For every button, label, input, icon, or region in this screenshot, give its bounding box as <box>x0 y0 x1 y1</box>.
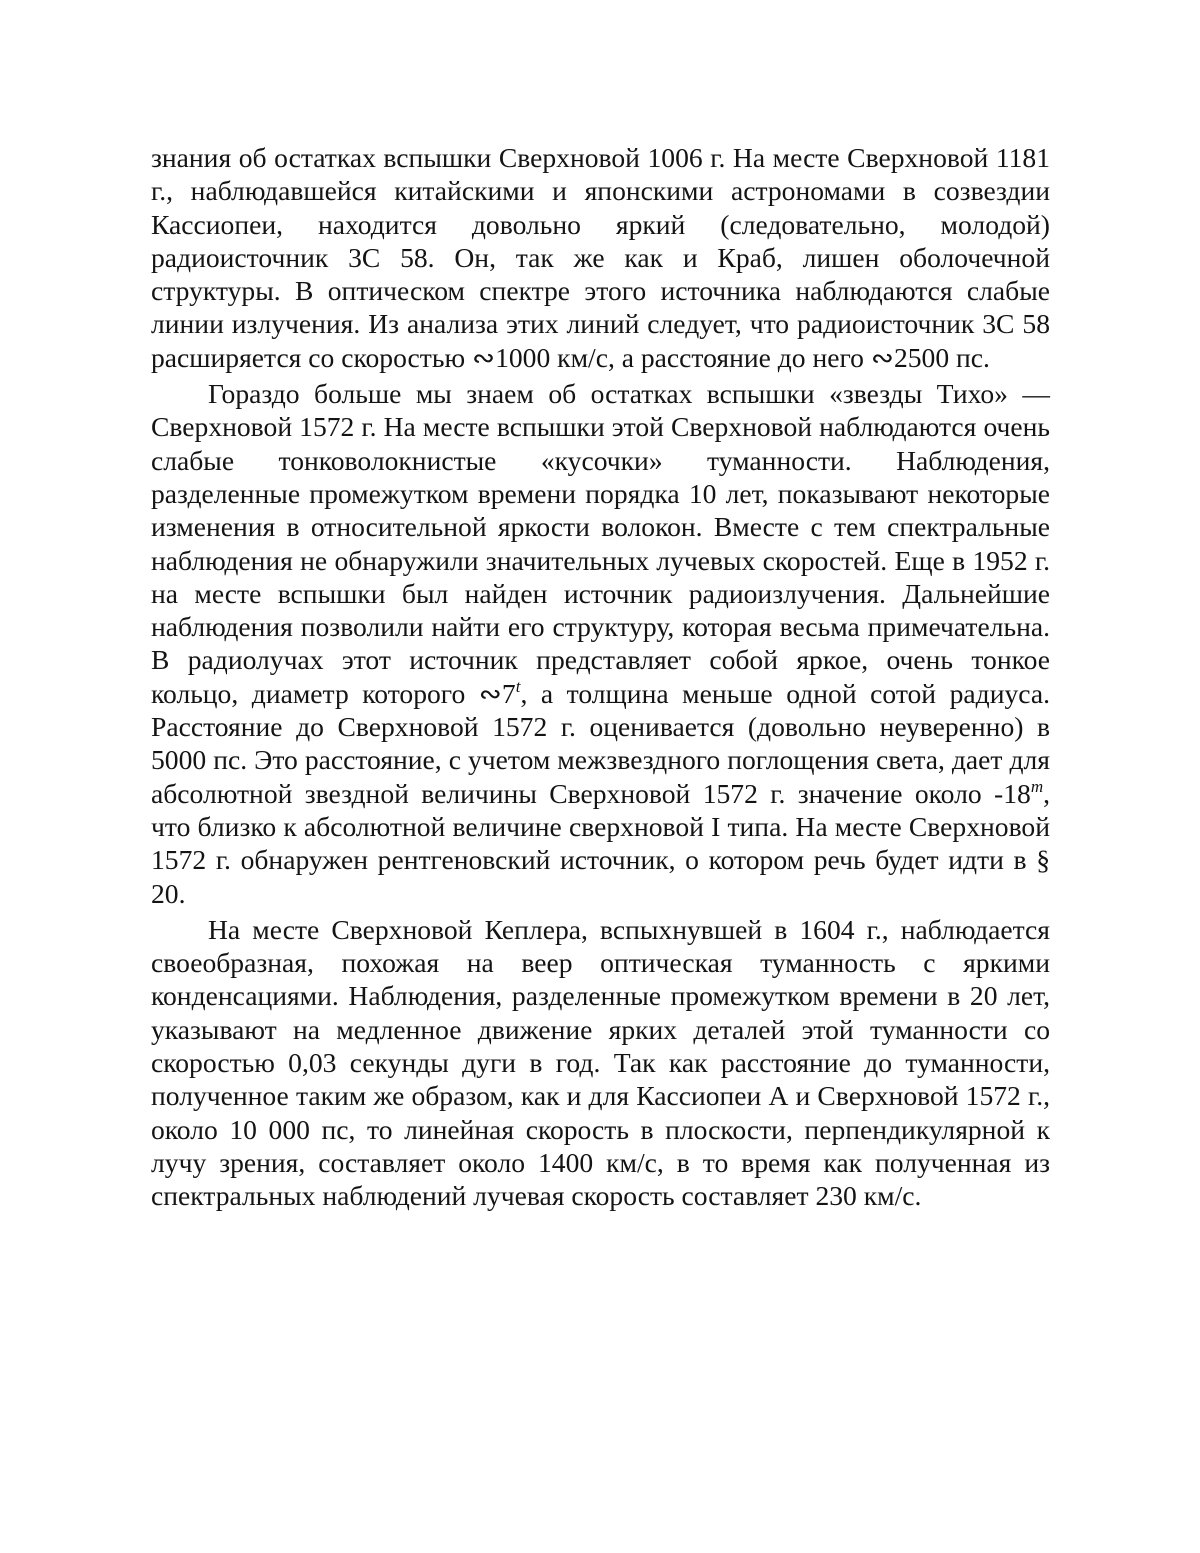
paragraph-text: На месте Сверхновой Кеплера, вспыхнувшей в 1604 г., наблюдается своеобразная, похожая на веер оптическая туманность с яркими конденсациями. Наблюдения, разделенные промежутком времени в 20 лет, указывают на медленное движение ярких деталей этой туманности со скоростью 0,03 секунды дуги в год. Так как расстояние до туманности, полученное таким же образом, как и для Кассиопеи А и Сверхновой 1572 г., около 10 000 пс, то линейная скорость в плоскости, перпендикулярной к лучу зрения, составляет около 1400 км/с, в то время как полученная из спектральных наблюдений лучевая скорость составляет 230 км/с. <box>151 913 1050 1212</box>
paragraph-tycho <box>151 377 1050 910</box>
paragraph-text: , а толщина меньше одной сотой радиуса. Расстояние до Сверхновой 1572 г. оценивается (довольно неуверенно) в 5000 пс. Это расстояние, с учетом межзвездного поглощения света, дает для абсолютной звездной величины Сверхновой 1572 г. значение около -18 <box>151 677 1050 809</box>
document-page <box>151 141 1050 1216</box>
paragraph-text: , что близко к абсолютной величине сверхновой I типа. На месте Сверхновой 1572 г. обнаружен рентгеновский источник, о котором речь будет идти в § 20. <box>151 777 1050 909</box>
paragraph-text: знания об остатках вспышки Сверхновой 1006 г. На месте Сверхновой 1181 г., наблюдавшейся китайскими и японскими астрономами в созвездии Кассиопеи, находится довольно яркий (следовательно, молодой) радиоисточник 3С 58. Он, так же как и Краб, лишен оболочечной структуры. В оптическом спектре этого источника наблюдаются слабые линии излучения. Из анализа этих линий следует, что радиоисточник 3С 58 расширяется со скоростью ∾1000 км/с, а расстояние до него ∾2500 пс. <box>151 142 1050 373</box>
paragraph-3c58 <box>151 141 1050 374</box>
superscript-arcmin: t <box>515 676 521 696</box>
paragraph-kepler <box>151 913 1050 1213</box>
paragraph-text: Гораздо больше мы знаем об остатках вспышки «звезды Тихо» — Сверхновой 1572 г. На месте вспышки этой Сверхновой наблюдаются очень слабые тонковолокнистые «кусочки» туманности. Наблюдения, разделенные промежутком времени порядка 10 лет, показывают некоторые изменения в относительной яркости волокон. Вместе с тем спектральные наблюдения не обнаружили значительных лучевых скоростей. Еще в 1952 г. на месте вспышки был найден источник радиоизлучения. Дальнейшие наблюдения позволили найти его структуру, которая весьма примечательна. В радиолучах этот источник представляет собой яркое, очень тонкое кольцо, диаметр которого ∾7 <box>151 378 1050 709</box>
superscript-magnitude: m <box>1030 776 1044 796</box>
